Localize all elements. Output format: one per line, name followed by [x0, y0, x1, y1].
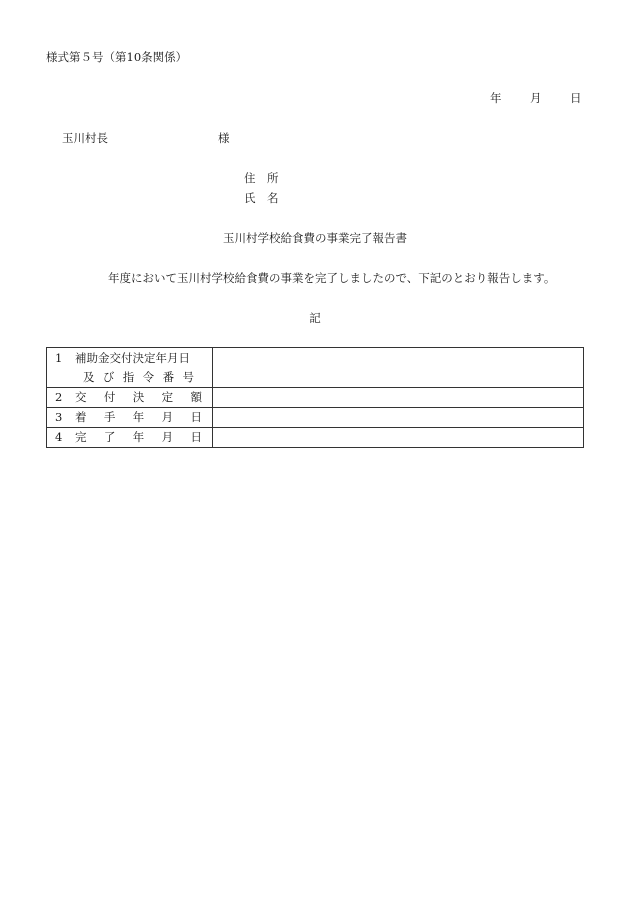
- row-label-char: 着: [75, 410, 87, 424]
- row-label-char: 年: [132, 410, 145, 424]
- row-label-char: 番: [162, 369, 175, 384]
- report-table: [46, 347, 584, 448]
- date-day: 日: [570, 91, 582, 105]
- row-number: 2: [55, 390, 63, 404]
- ki-label: 記: [309, 311, 321, 325]
- row-label-text: [75, 408, 212, 427]
- row-label: [47, 388, 213, 408]
- row-number: 4: [55, 430, 63, 444]
- table-row: [47, 388, 584, 408]
- row-value[interactable]: [213, 388, 584, 408]
- row-label-char: 月: [161, 410, 174, 424]
- row-label-char: 了: [103, 430, 116, 444]
- body-text: 年度において玉川村学校給食費の事業を完了しましたので、下記のとおり報告します。: [108, 271, 556, 285]
- address-label: 住 所: [244, 171, 279, 185]
- row-label-char: 指: [122, 369, 135, 384]
- row-label-text: [75, 428, 212, 447]
- row-label-char: 年: [132, 430, 145, 444]
- row-label-char: 手: [103, 410, 116, 424]
- row-label-char: 月: [161, 430, 174, 444]
- row-label-char: 完: [75, 430, 87, 444]
- date-year: 年: [490, 91, 502, 105]
- form-number: 様式第５号（第10条関係）: [46, 50, 188, 64]
- row-label-char: 号: [182, 369, 194, 384]
- row-label-char: 日: [190, 410, 202, 424]
- addressee-suffix: 様: [218, 131, 230, 145]
- row-number: 1: [55, 350, 63, 365]
- row-value[interactable]: [213, 408, 584, 428]
- row-label-char: 日: [190, 430, 202, 444]
- name-label: 氏 名: [244, 191, 279, 205]
- date-month: 月: [530, 91, 542, 105]
- row-label-sub: [55, 368, 212, 387]
- row-label-char: 定: [161, 390, 174, 404]
- table-row: [47, 408, 584, 428]
- row-value[interactable]: [213, 348, 584, 388]
- row-label-text: [75, 388, 212, 407]
- row-label-char: 令: [142, 369, 155, 384]
- row-number: 3: [55, 410, 63, 424]
- row-label: [47, 408, 213, 428]
- row-label-text: 補助金交付決定年月日: [75, 350, 190, 365]
- row-label: [47, 428, 213, 448]
- row-value[interactable]: [213, 428, 584, 448]
- row-label-char: 付: [103, 390, 116, 404]
- table-row: [47, 428, 584, 448]
- table-row: [47, 348, 584, 388]
- row-label-char: 及: [83, 369, 95, 384]
- row-label: [47, 348, 213, 388]
- row-label-char: 額: [190, 390, 202, 404]
- addressee-name: 玉川村長: [62, 131, 108, 145]
- row-label-char: 交: [75, 390, 87, 404]
- row-label-char: び: [102, 369, 115, 384]
- row-label-char: 決: [132, 390, 145, 404]
- document-title: 玉川村学校給食費の事業完了報告書: [223, 231, 407, 245]
